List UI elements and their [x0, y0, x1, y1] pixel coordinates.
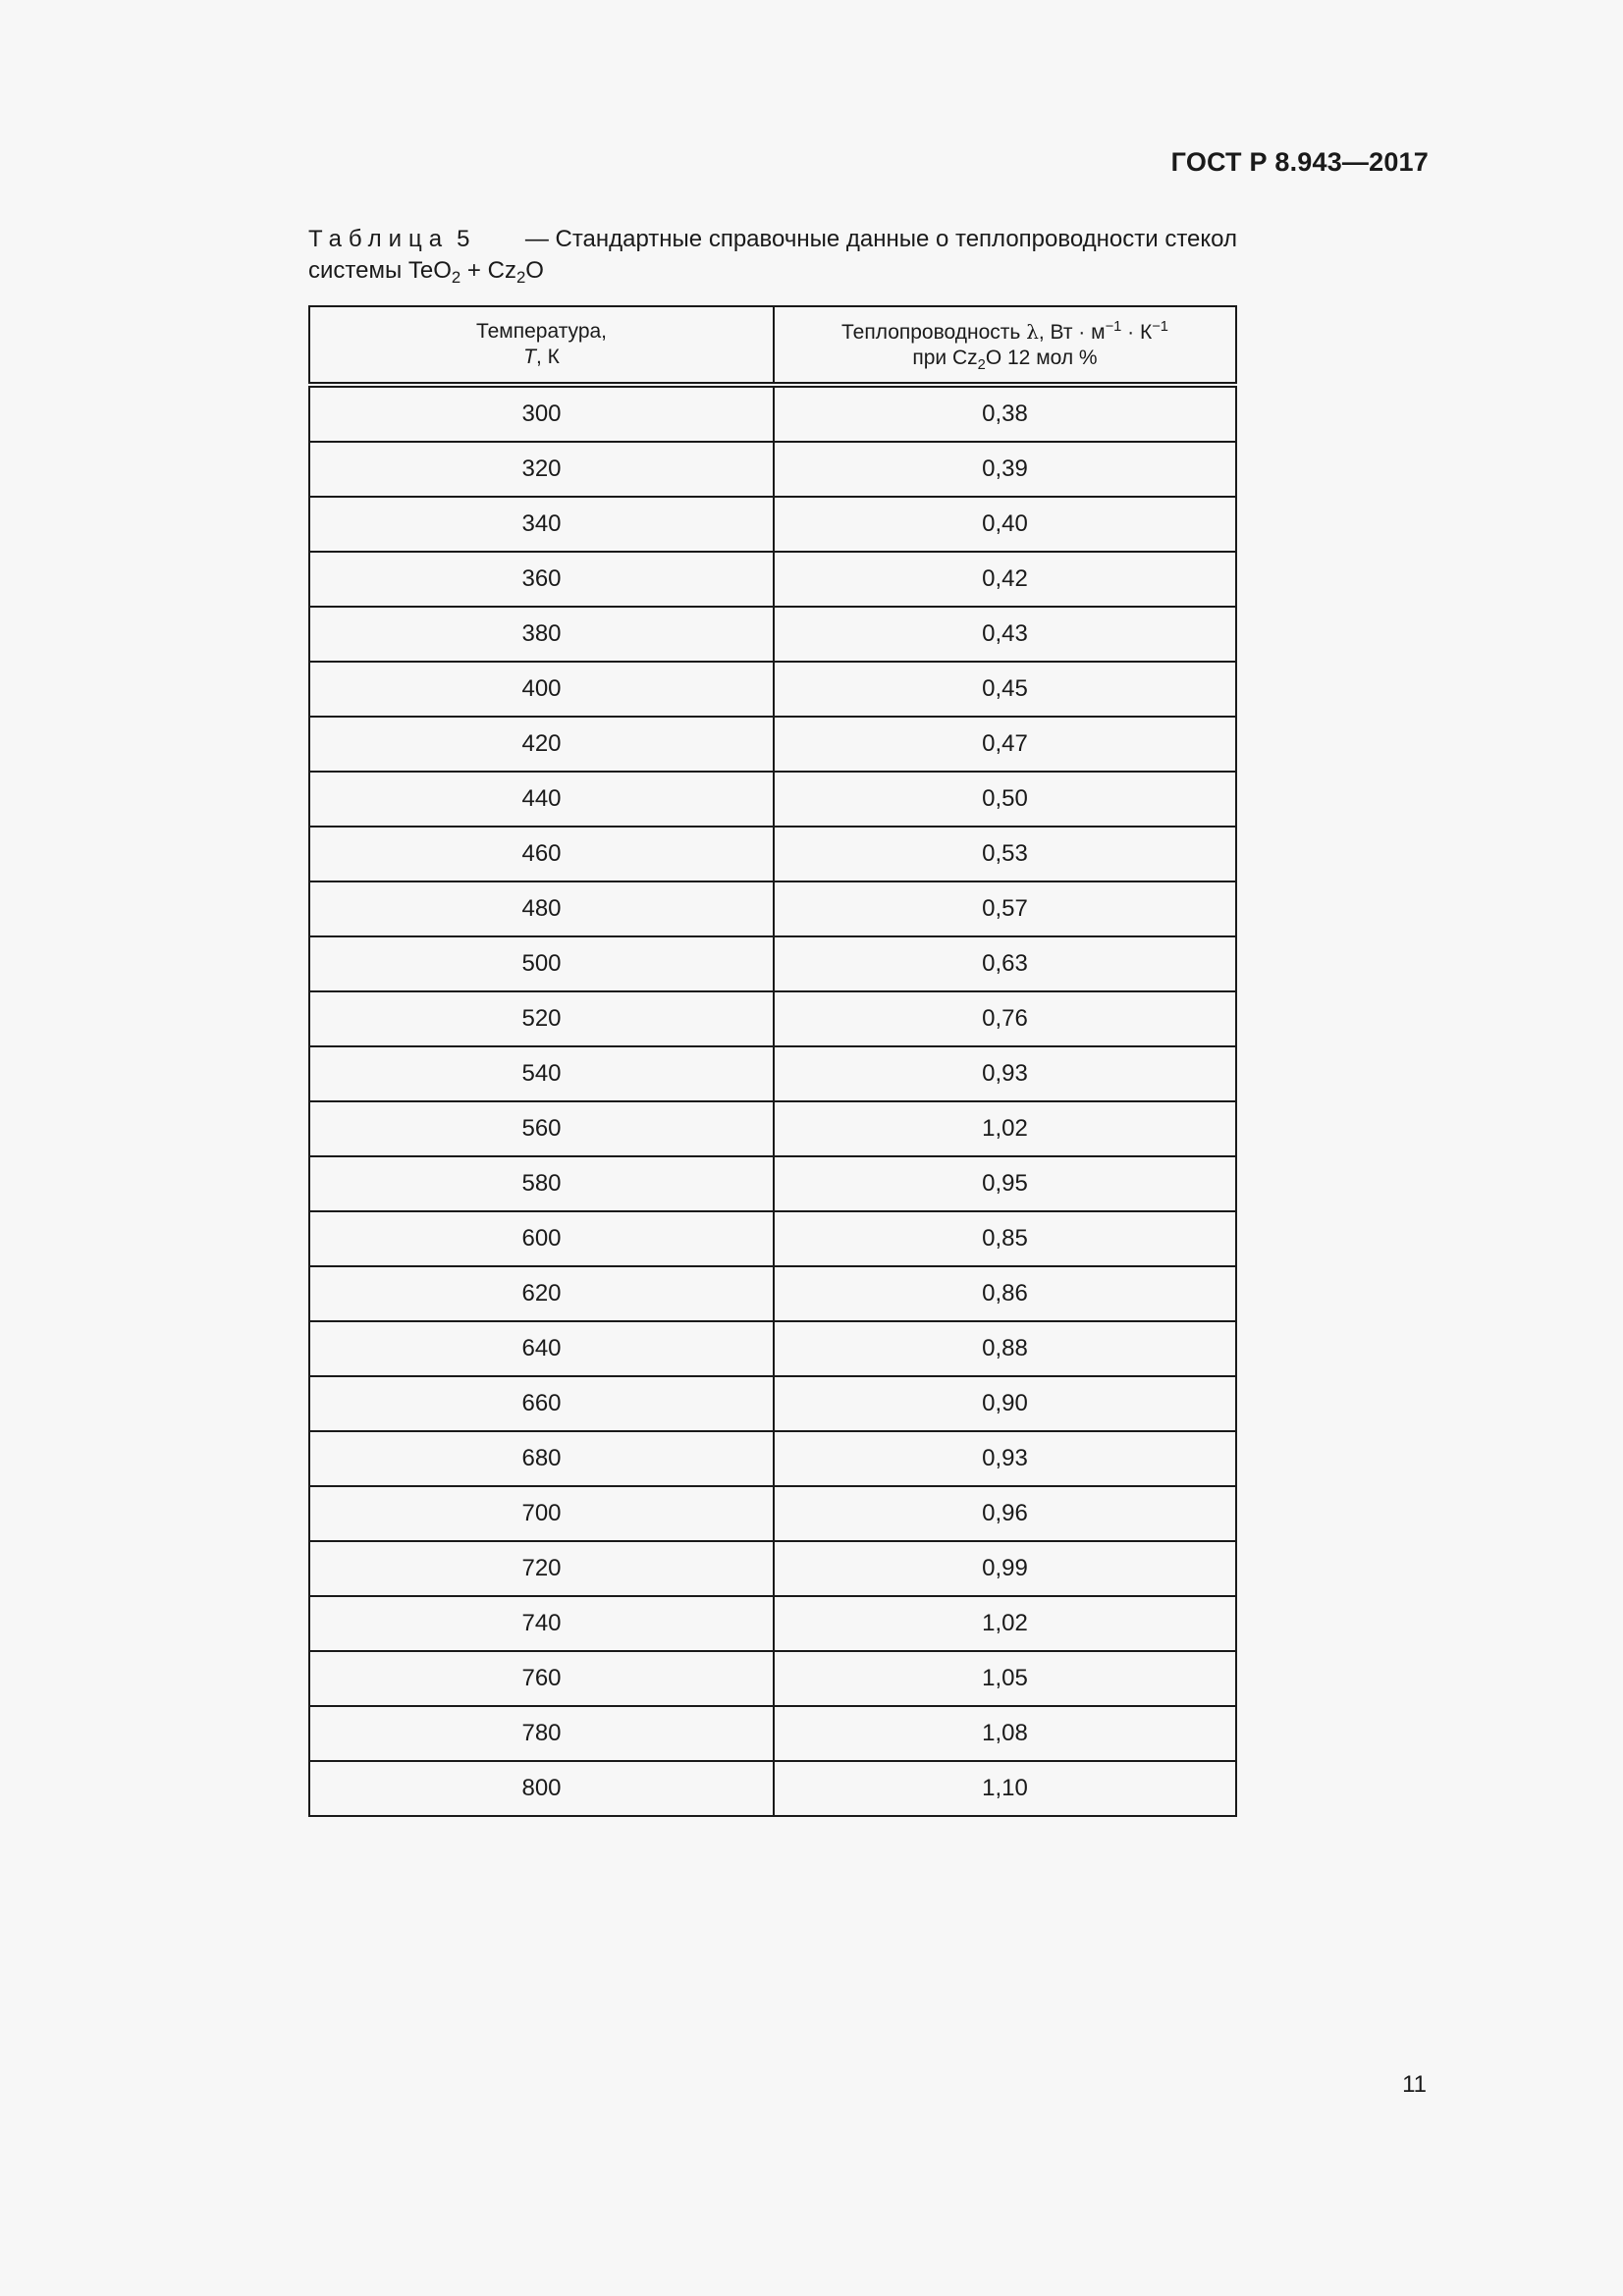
conductivity-cell: 0,39 — [774, 442, 1236, 497]
conductivity-cell: 1,05 — [774, 1651, 1236, 1706]
page-number: 11 — [1402, 2071, 1427, 2098]
table-row — [309, 1101, 1236, 1156]
conductivity-cell: 0,38 — [774, 385, 1236, 442]
temperature-cell: 760 — [309, 1651, 774, 1706]
temperature-cell: 640 — [309, 1321, 774, 1376]
table-row — [309, 827, 1236, 881]
header-conductivity: Теплопроводность λ, Вт · $м^{-1} \cdot К^{-1}$ при $Cz_2O$ 12 мол % — [774, 306, 1236, 385]
temperature-cell: 800 — [309, 1761, 774, 1816]
temperature-cell: 680 — [309, 1431, 774, 1486]
temperature-cell: 340 — [309, 497, 774, 552]
table-row — [309, 385, 1236, 442]
caption-line-2: системы $TeO_2 + Cz_2O$ — [308, 257, 544, 287]
document-id: ГОСТ Р 8.943—2017 — [1170, 147, 1429, 177]
temperature-cell: 720 — [309, 1541, 774, 1596]
temperature-cell: 500 — [309, 936, 774, 991]
temperature-cell: 580 — [309, 1156, 774, 1211]
table-row — [309, 1761, 1236, 1816]
table-row — [309, 1211, 1236, 1266]
table-row — [309, 607, 1236, 662]
caption-label: Таблица — [308, 226, 450, 252]
temperature-cell: 560 — [309, 1101, 774, 1156]
conductivity-cell: 0,47 — [774, 717, 1236, 772]
table-row — [309, 1266, 1236, 1321]
temperature-cell: 780 — [309, 1706, 774, 1761]
header-temperature: Температура, T, К — [309, 306, 774, 385]
table-caption — [308, 224, 1237, 287]
conductivity-cell: 0,53 — [774, 827, 1236, 881]
table-row — [309, 1651, 1236, 1706]
caption-number: 5 — [457, 226, 470, 252]
temperature-cell: 540 — [309, 1046, 774, 1101]
table-row — [309, 662, 1236, 717]
conductivity-cell: 0,93 — [774, 1431, 1236, 1486]
conductivity-cell: 0,96 — [774, 1486, 1236, 1541]
conductivity-cell: 0,86 — [774, 1266, 1236, 1321]
table-row — [309, 1486, 1236, 1541]
table-row — [309, 1321, 1236, 1376]
temperature-cell: 740 — [309, 1596, 774, 1651]
temperature-cell: 460 — [309, 827, 774, 881]
table-row — [309, 497, 1236, 552]
conductivity-cell: 0,40 — [774, 497, 1236, 552]
table-row — [309, 881, 1236, 936]
table-row — [309, 442, 1236, 497]
conductivity-cell: 0,43 — [774, 607, 1236, 662]
table-row — [309, 1156, 1236, 1211]
conductivity-cell: 0,42 — [774, 552, 1236, 607]
temperature-cell: 660 — [309, 1376, 774, 1431]
conductivity-cell: 0,93 — [774, 1046, 1236, 1101]
temperature-cell: 440 — [309, 772, 774, 827]
temperature-cell: 420 — [309, 717, 774, 772]
conductivity-cell: 0,99 — [774, 1541, 1236, 1596]
temperature-cell: 380 — [309, 607, 774, 662]
caption-title-1: — Стандартные справочные данные о теплопроводности стекол — [524, 226, 1237, 252]
conductivity-cell: 0,88 — [774, 1321, 1236, 1376]
thermal-conductivity-table — [308, 305, 1237, 1817]
table-row — [309, 1046, 1236, 1101]
temperature-cell: 480 — [309, 881, 774, 936]
table-row — [309, 991, 1236, 1046]
table-row — [309, 1706, 1236, 1761]
conductivity-cell: 0,45 — [774, 662, 1236, 717]
temperature-cell: 700 — [309, 1486, 774, 1541]
table-row — [309, 1431, 1236, 1486]
table-row — [309, 772, 1236, 827]
table-row — [309, 1596, 1236, 1651]
temperature-cell: 600 — [309, 1211, 774, 1266]
temperature-cell: 360 — [309, 552, 774, 607]
table-row — [309, 717, 1236, 772]
table-row — [309, 1541, 1236, 1596]
conductivity-cell: 0,63 — [774, 936, 1236, 991]
conductivity-cell: 0,76 — [774, 991, 1236, 1046]
table-row — [309, 1376, 1236, 1431]
conductivity-cell: 0,90 — [774, 1376, 1236, 1431]
conductivity-cell: 0,95 — [774, 1156, 1236, 1211]
caption-line-1 — [308, 224, 1237, 255]
temperature-cell: 520 — [309, 991, 774, 1046]
conductivity-cell: 1,08 — [774, 1706, 1236, 1761]
table-row — [309, 936, 1236, 991]
conductivity-cell: 0,57 — [774, 881, 1236, 936]
table-header-row — [309, 306, 1236, 385]
table-row — [309, 552, 1236, 607]
table-body — [309, 385, 1236, 1816]
conductivity-cell: 1,02 — [774, 1101, 1236, 1156]
temperature-cell: 620 — [309, 1266, 774, 1321]
temperature-cell: 300 — [309, 385, 774, 442]
temperature-cell: 400 — [309, 662, 774, 717]
temperature-cell: 320 — [309, 442, 774, 497]
conductivity-cell: 1,02 — [774, 1596, 1236, 1651]
conductivity-cell: 0,50 — [774, 772, 1236, 827]
conductivity-cell: 0,85 — [774, 1211, 1236, 1266]
conductivity-cell: 1,10 — [774, 1761, 1236, 1816]
